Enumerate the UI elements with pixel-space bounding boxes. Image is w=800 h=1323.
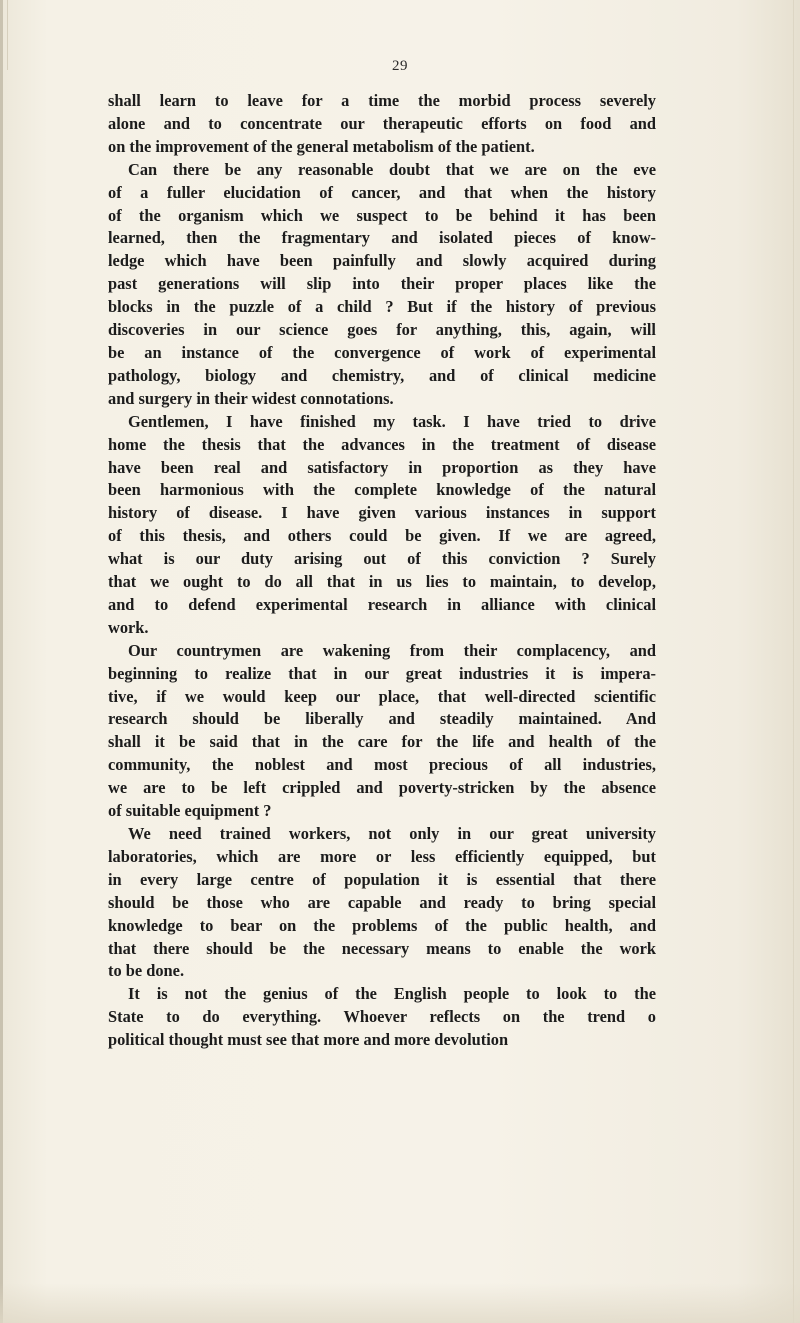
text-line: beginning to realize that in our great industries it is impera- [108,663,656,683]
text-line: discoveries in our science goes for anything, this, again, will [108,320,656,340]
text-line: of the organism which we suspect to be behind it has been [108,205,656,225]
text-line: Gentlemen, I have finished my task. I have tried to drive [128,411,656,431]
text-line: home the thesis that the advances in the treatment of disease [108,434,656,454]
paragraph [108,823,656,983]
text-line: political thought must see that more and more devolution [108,1030,509,1050]
text-line: We need trained workers, not only in our great university [128,824,656,843]
text-line: past generations will slip into their proper places like the [108,274,656,294]
text-line: of a fuller elucidation of cancer, and that when the history [108,182,656,202]
text-line: community, the noblest and most precious of all industries, [108,755,656,775]
text-line: that there should be the necessary means to enable the work [108,938,656,958]
text-line: to be done. [108,961,185,981]
paragraph [108,90,656,159]
text-line: should be those who are capable and ready to bring special [108,892,656,912]
text-line: been harmonious with the complete knowledge of the natural [108,480,656,500]
page-bottom-shade [0,1283,800,1323]
text-line: knowledge to bear on the problems of the public health, and [108,915,656,935]
text-line: have been real and satisfactory in proportion as they have [108,457,656,477]
text-line: research should be liberally and steadily maintained. And [108,709,656,729]
text-line: of suitable equipment ? [108,801,272,821]
text-line: on the improvement of the general metabolism of the patient. [108,136,535,156]
text-line: tive, if we would keep our place, that well-directed scientific [108,686,656,706]
paragraph [108,159,656,411]
text-line: history of disease. I have given various instances in support [108,503,656,523]
paragraph [108,983,656,1052]
text-line: Can there be any reasonable doubt that we are on the eve [128,159,656,179]
page-right-edge [793,0,794,1323]
text-line: learned, then the fragmentary and isolated pieces of know- [108,228,656,248]
text-line: work. [108,617,149,637]
text-line: ledge which have been painfully and slowly acquired during [108,251,656,271]
text-line: shall learn to leave for a time the morbid process severely [108,91,656,110]
text-line: laboratories, which are more or less efficiently equipped, but [108,846,656,866]
text-line: It is not the genius of the English people to look to the [128,984,656,1004]
text-line: and to defend experimental research in alliance with clinical [108,594,656,614]
text-line: Our countrymen are wakening from their complacency, and [128,640,656,660]
text-line: we are to be left crippled and poverty-stricken by the absence [108,778,656,798]
text-line: alone and to concentrate our therapeutic efforts on food and [108,113,656,133]
text-line: of this thesis, and others could be given. If we are agreed, [108,526,656,546]
text-line: blocks in the puzzle of a child ? But if the history of previous [108,297,656,317]
text-line: what is our duty arising out of this conviction ? Surely [108,549,656,569]
text-line: that we ought to do all that in us lies to maintain, to develop, [108,572,656,592]
text-line: shall it be said that in the care for the life and health of the [108,732,656,752]
page-left-edge [0,0,3,1323]
paragraph [108,640,656,823]
page-number: 29 [392,58,408,74]
text-line: and surgery in their widest connotations. [108,388,394,408]
text-line: State to do everything. Whoever reflects on the trend o [108,1007,656,1027]
body-text [108,90,656,1052]
paragraph [108,411,656,640]
text-line: pathology, biology and chemistry, and of clinical medicine [108,365,656,385]
text-line: be an instance of the convergence of work of experimental [108,342,656,362]
text-line: in every large centre of population it is essential that there [108,869,656,889]
